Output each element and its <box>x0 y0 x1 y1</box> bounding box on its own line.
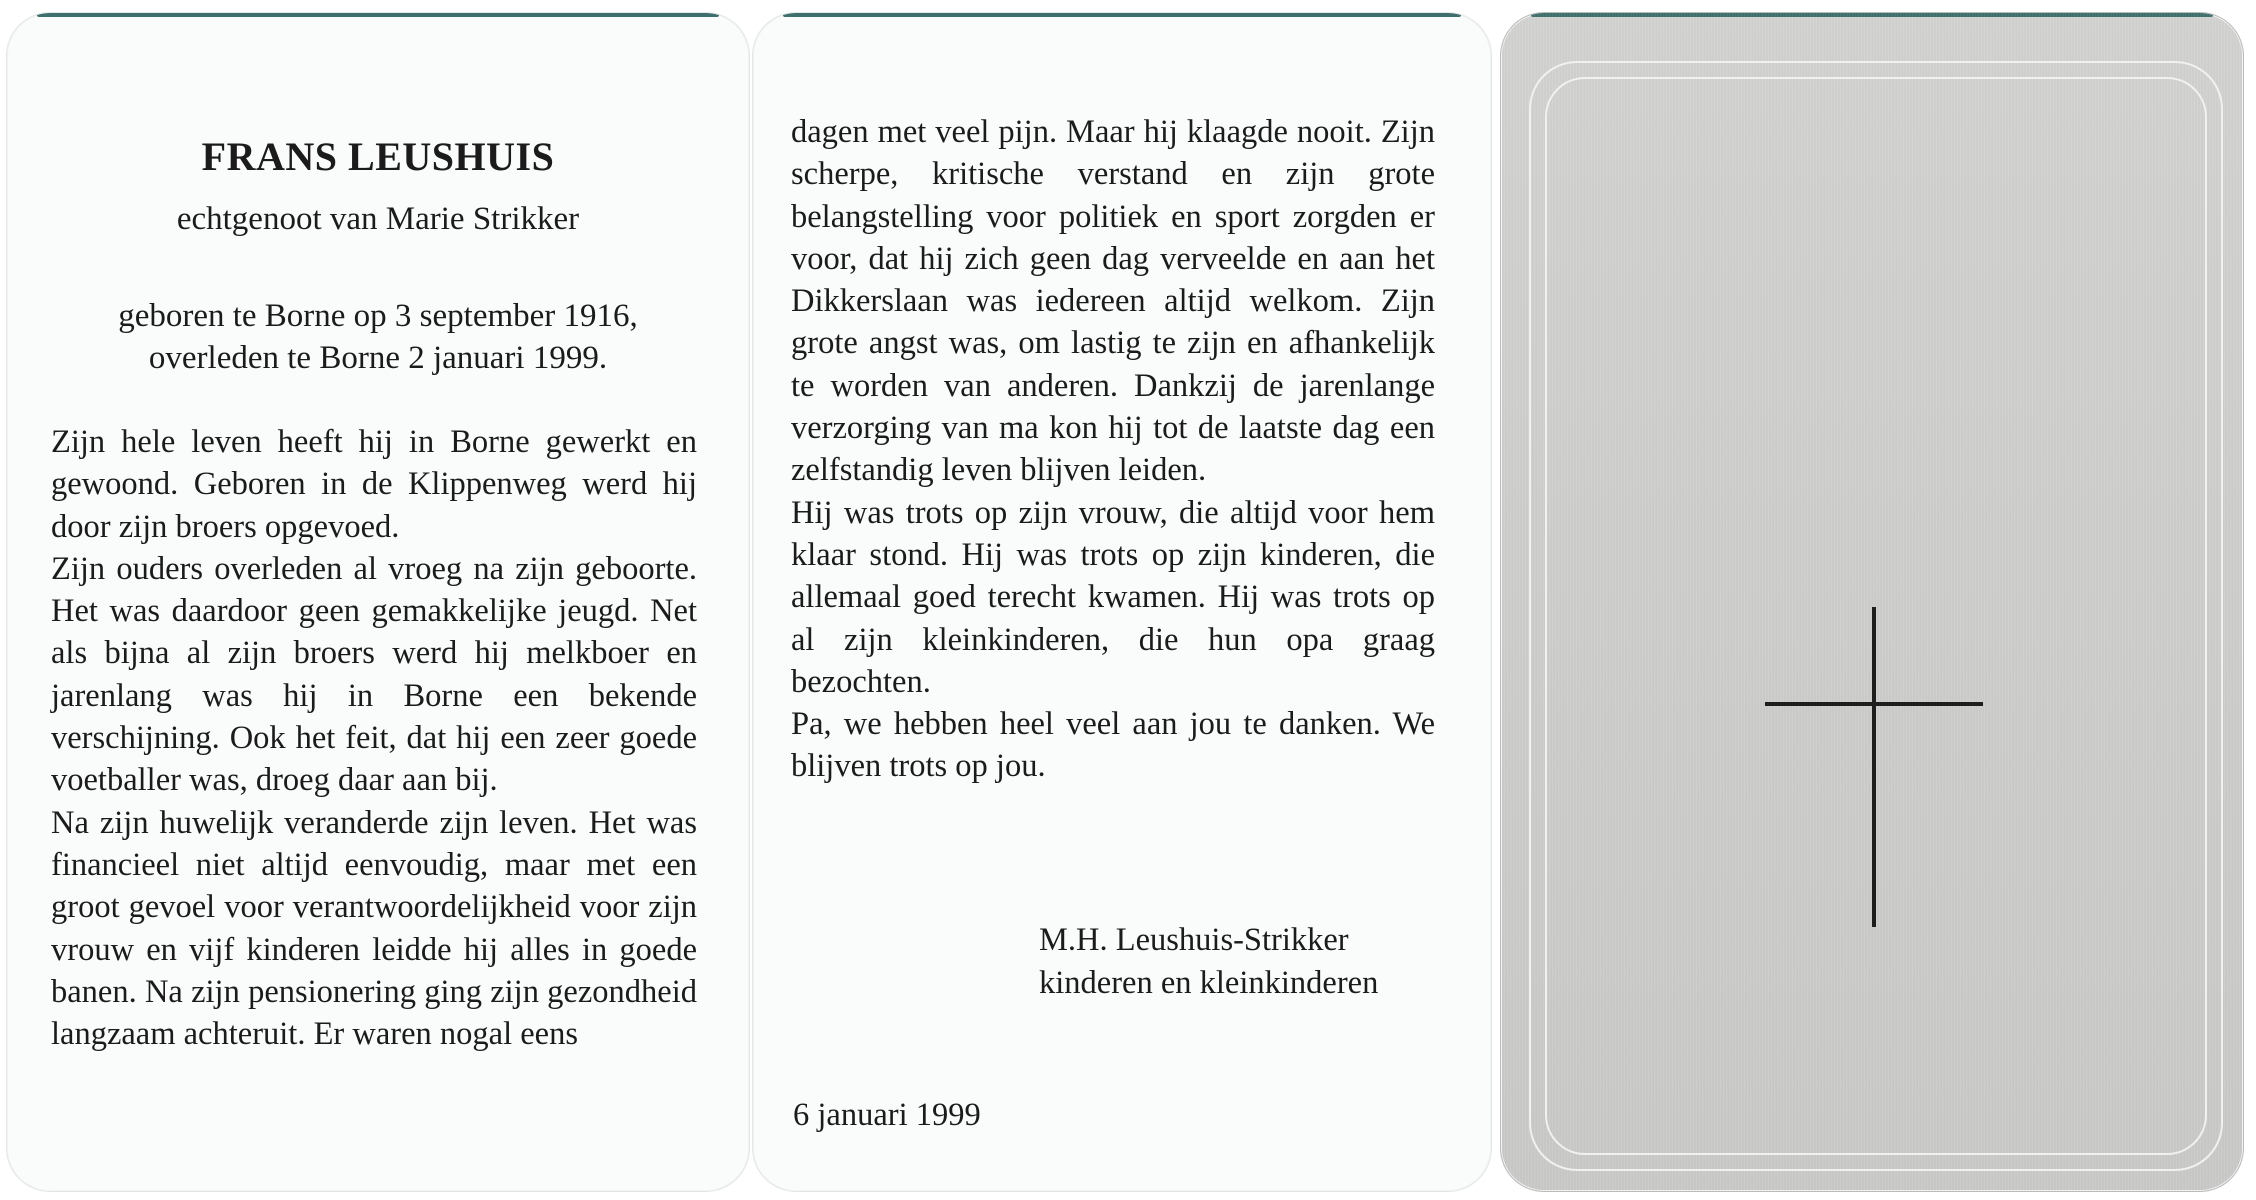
spouse-line: echtgenoot van Marie Strikker <box>176 201 580 237</box>
biography-continued-text <box>791 111 1435 788</box>
signature-family: kinderen en kleinkinderen <box>1039 965 1379 1001</box>
biography-paragraph: Hij was trots op zijn vrouw, die altijd voor hem klaar stond. Hij was trots op zijn kinderen, die allemaal goed terecht kwamen. Hij was trots op al zijn kleinkinderen, die hun opa graag bezochten. <box>791 494 1435 700</box>
biography-paragraph: Zijn hele leven heeft hij in Borne gewerkt en gewoond. Geboren in de Klippenweg werd hij door zijn broers opgevoed. <box>51 424 697 545</box>
deceased-name: FRANS LEUSHUIS <box>201 134 555 179</box>
biography-paragraph: dagen met veel pijn. Maar hij klaagde nooit. Zijn scherpe, kritische verstand en zijn grote belangstelling voor politiek en sport zorgden er voor, dat hij zich geen dag verveelde en aan het Dikkerslaan was iedereen altijd welkom. Zijn grote angst was, om lastig te zijn en afhankelijk te worden van anderen. Dankzij de jarenlange verzorging van ma kon hij tot de laatste dag een zelfstandig leven blijven leiden. <box>791 114 1435 489</box>
cross-horizontal-bar <box>1765 702 1983 706</box>
left-panel <box>6 12 750 1192</box>
card-top-edge <box>37 13 719 17</box>
born-line: geboren te Borne op 3 september 1916, <box>118 298 638 334</box>
biography-paragraph: Pa, we hebben heel veel aan jou te danken. We blijven trots op jou. <box>791 706 1435 785</box>
middle-panel <box>752 12 1492 1192</box>
died-line: overleden te Borne 2 januari 1999. <box>148 340 608 376</box>
signature-name: M.H. Leushuis-Strikker <box>1039 922 1349 958</box>
card-top-edge <box>783 13 1461 17</box>
cross-vertical-bar <box>1872 607 1876 927</box>
signature <box>1039 919 1378 1005</box>
decorative-frame-inner <box>1545 77 2207 1155</box>
closing-date: 6 januari 1999 <box>793 1097 981 1133</box>
life-dates <box>7 295 749 379</box>
biography-paragraph: Zijn ouders overleden al vroeg na zijn geboorte. Het was daardoor geen gemakkelijke jeugd. Net als bijna al zijn broers werd hij melkboer en jarenlang was hij in Borne een bekende verschijning. Ook het feit, dat hij een zeer goede voetballer was, droeg daar aan bij. <box>51 550 697 799</box>
cover-panel <box>1500 12 2244 1192</box>
biography-paragraph: Na zijn huwelijk veranderde zijn leven. Het was financieel niet altijd eenvoudig, maar met een groot gevoel voor verantwoordelijkheid voor zijn vrouw en vijf kinderen leidde hij alles in goede banen. Na zijn pensionering ging zijn gezondheid langzaam achteruit. Er waren nogal eens <box>51 804 697 1053</box>
biography-text <box>51 421 697 1055</box>
